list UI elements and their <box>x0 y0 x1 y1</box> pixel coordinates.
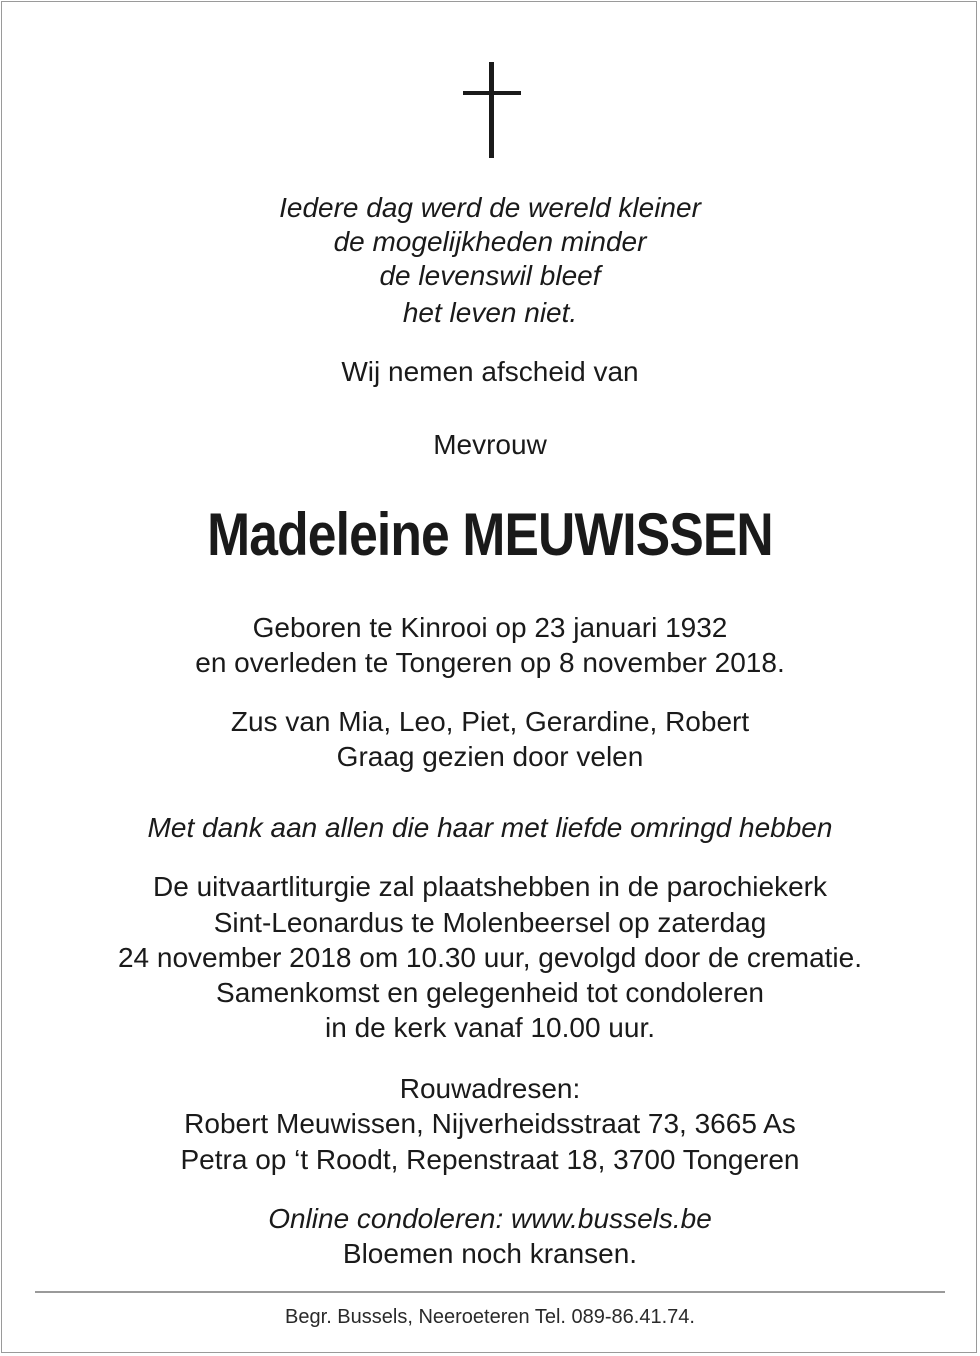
cross-vertical-bar <box>489 62 494 158</box>
cross-horizontal-bar <box>463 91 521 95</box>
footer-funeral-home: Begr. Bussels, Neeroeteren Tel. 089-86.41.74. <box>285 1306 695 1328</box>
cross-icon <box>463 62 521 158</box>
funeral-line-4: Samenkomst en gelegenheid tot condoleren <box>216 977 764 1008</box>
funeral-line-2: Sint-Leonardus te Molenbeersel op zaterdag <box>213 907 767 938</box>
family-line-2: Graag gezien door velen <box>336 741 644 772</box>
addresses-label: Rouwadresen: <box>399 1073 581 1104</box>
family-line-1: Zus van Mia, Leo, Piet, Gerardine, Robert <box>230 706 750 737</box>
footer-divider <box>35 1291 945 1293</box>
address-line-2: Petra op ‘t Roodt, Repenstraat 18, 3700 Tongeren <box>180 1144 800 1175</box>
flowers-note: Bloemen noch kransen. <box>342 1238 638 1269</box>
birth-line: Geboren te Kinrooi op 23 januari 1932 <box>252 612 728 643</box>
funeral-line-5: in de kerk vanaf 10.00 uur. <box>325 1012 655 1043</box>
thanks-text: Met dank aan allen die haar met liefde omringd hebben <box>147 812 833 843</box>
death-line: en overleden te Tongeren op 8 november 2018. <box>195 647 785 678</box>
poem-line-3: de levenswil bleef <box>379 260 601 291</box>
funeral-line-1: De uitvaartliturgie zal plaatshebben in de parochiekerk <box>153 871 827 902</box>
poem-line-4: het leven niet. <box>402 297 578 328</box>
poem-line-1: Iedere dag werd de wereld kleiner <box>279 192 701 223</box>
funeral-line-3: 24 november 2018 om 10.30 uur, gevolgd door de crematie. <box>117 942 863 973</box>
intro-text: Wij nemen afscheid van <box>341 356 639 387</box>
deceased-name: Madeleine MEUWISSEN <box>207 501 773 568</box>
address-line-1: Robert Meuwissen, Nijverheidsstraat 73, 3665 As <box>184 1108 796 1139</box>
online-condolences: Online condoleren: www.bussels.be <box>268 1203 712 1234</box>
title-text: Mevrouw <box>433 429 547 460</box>
poem-line-2: de mogelijkheden minder <box>333 226 647 257</box>
